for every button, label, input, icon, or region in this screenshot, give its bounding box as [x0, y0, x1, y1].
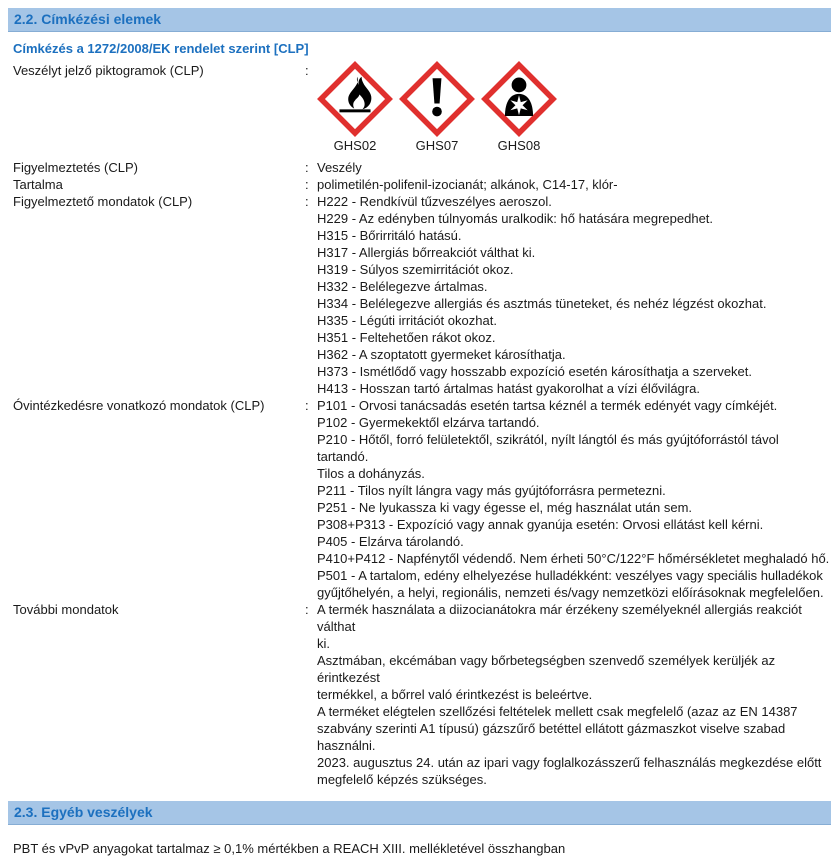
colon-separator: :	[305, 63, 309, 78]
colon-separator: :	[305, 602, 309, 617]
ghs07-pictogram	[399, 62, 475, 154]
ghs-pictogram-strip	[317, 62, 831, 154]
section-header-2-3: 2.3. Egyéb veszélyek	[8, 801, 831, 825]
colon-separator: :	[305, 194, 309, 209]
value-line: használni.	[317, 738, 376, 753]
colon-separator: :	[305, 177, 309, 192]
value-line: H319 - Súlyos szemirritációt okoz.	[317, 262, 514, 277]
row-value	[317, 159, 831, 176]
pictogram-row	[0, 62, 839, 154]
colon-separator: :	[305, 160, 309, 175]
value-line: H229 - Az edényben túlnyomás uralkodik: hő hatására megrepedhet.	[317, 211, 714, 226]
value-line: H334 - Belélegezve allergiás és asztmás tüneteket, és nehéz légzést okozhat.	[317, 296, 767, 311]
value-line: termékkel, a bőrrel való érintkezést is beleértve.	[317, 687, 593, 702]
ghs07-exclamation-icon	[400, 62, 474, 136]
value-line: P410+P412 - Napfénytől védendő. Nem érheti 50°C/122°F hőmérsékletet meghaladó hő.	[317, 551, 830, 566]
row-label: További mondatok	[13, 602, 119, 617]
value-line: P102 - Gyermekektől elzárva tartandó.	[317, 415, 540, 430]
value-line: 2023. augusztus 24. után az ipari vagy foglalkozásszerű felhasználás megkezdése előtt	[317, 755, 822, 770]
value-line: szabvány szerinti A1 típusú) gázszűrő betéttel ellátott gázmaszkot viselve szabad	[317, 721, 786, 736]
value-line: P211 - Tilos nyílt lángra vagy más gyújtóforrásra permetezni.	[317, 483, 666, 498]
labeled-rows-block	[0, 159, 839, 788]
labeled-row	[0, 193, 839, 397]
labeled-row	[0, 397, 839, 601]
ghs08-code-label: GHS08	[497, 138, 541, 153]
value-line: H373 - Ismétlődő vagy hosszabb expozíció esetén károsíthatja a szerveket.	[317, 364, 753, 379]
row-label: Figyelmeztetés (CLP)	[13, 160, 138, 175]
value-line: H335 - Légúti irritációt okozhat.	[317, 313, 497, 328]
value-line: P251 - Ne lyukassza ki vagy égesse el, még használat után sem.	[317, 500, 693, 515]
ghs08-pictogram	[481, 62, 557, 154]
ghs02-flame-icon	[318, 62, 392, 136]
row-label: Figyelmeztető mondatok (CLP)	[13, 194, 193, 209]
value-line: H317 - Allergiás bőrreakciót válthat ki.	[317, 245, 536, 260]
pbt-vpvp-statement: PBT és vPvP anyagokat tartalmaz ≥ 0,1% mértékben a REACH XIII. mellékletével összhangban	[13, 841, 566, 856]
value-line: P308+P313 - Expozíció vagy annak gyanúja esetén: Orvosi ellátást kell kérni.	[317, 517, 764, 532]
row-value	[317, 193, 831, 397]
value-line: P501 - A tartalom, edény elhelyezése hulladékként: veszélyes vagy speciális hulladékok	[317, 568, 823, 583]
value-line: Veszély	[317, 160, 362, 175]
value-line: H362 - A szoptatott gyermeket károsíthatja.	[317, 347, 566, 362]
ghs02-code-label: GHS02	[333, 138, 377, 153]
ghs08-health-hazard-icon	[482, 62, 556, 136]
value-line: gyűjtőhelyén, a helyi, regionális, nemzeti és/vagy nemzetközi előírásoknak megfelelően.	[317, 585, 824, 600]
value-line: Asztmában, ekcémában vagy bőrbetegségben szenvedő személyek kerüljék az érintkezést	[317, 653, 776, 685]
value-line: megfelelő képzés szükséges.	[317, 772, 487, 787]
value-line: P210 - Hőtől, forró felületektől, szikrától, nyílt lángtól és más gyújtóforrástól távol tartandó.	[317, 432, 779, 464]
row-value	[317, 176, 831, 193]
ghs02-pictogram	[317, 62, 393, 154]
value-line: Tilos a dohányzás.	[317, 466, 425, 481]
row-label: Veszélyt jelző piktogramok (CLP)	[13, 63, 204, 78]
value-line: ki.	[317, 636, 330, 651]
section-header-2-2: 2.2. Címkézési elemek	[8, 8, 831, 32]
value-line: P101 - Orvosi tanácsadás esetén tartsa kéznél a termék edényét vagy címkéjét.	[317, 398, 778, 413]
labeled-row	[0, 159, 839, 176]
ghs07-code-label: GHS07	[415, 138, 459, 153]
value-line: A terméket elégtelen szellőzési feltételek mellett csak megfelelő (azaz az EN 14387	[317, 704, 798, 719]
value-line: A termék használata a diizocianátokra már érzékeny személyeknél allergiás reakciót válthat	[317, 602, 802, 634]
value-line: H222 - Rendkívül tűzveszélyes aeroszol.	[317, 194, 552, 209]
value-line: H351 - Feltehetően rákot okoz.	[317, 330, 496, 345]
value-line: H315 - Bőrirritáló hatású.	[317, 228, 462, 243]
row-value	[317, 601, 831, 788]
clp-regulation-subtitle: Címkézés a 1272/2008/EK rendelet szerint [CLP]	[13, 41, 309, 56]
row-label: Tartalma	[13, 177, 63, 192]
value-line: P405 - Elzárva tárolandó.	[317, 534, 464, 549]
labeled-row	[0, 601, 839, 788]
row-label: Óvintézkedésre vonatkozó mondatok (CLP)	[13, 398, 265, 413]
value-line: H413 - Hosszan tartó ártalmas hatást gyakorolhat a vízi élővilágra.	[317, 381, 700, 396]
colon-separator: :	[305, 398, 309, 413]
row-value	[317, 397, 831, 601]
value-line: H332 - Belélegezve ártalmas.	[317, 279, 488, 294]
value-line: polimetilén-polifenil-izocianát; alkánok, C14-17, klór-	[317, 177, 618, 192]
labeled-row	[0, 176, 839, 193]
